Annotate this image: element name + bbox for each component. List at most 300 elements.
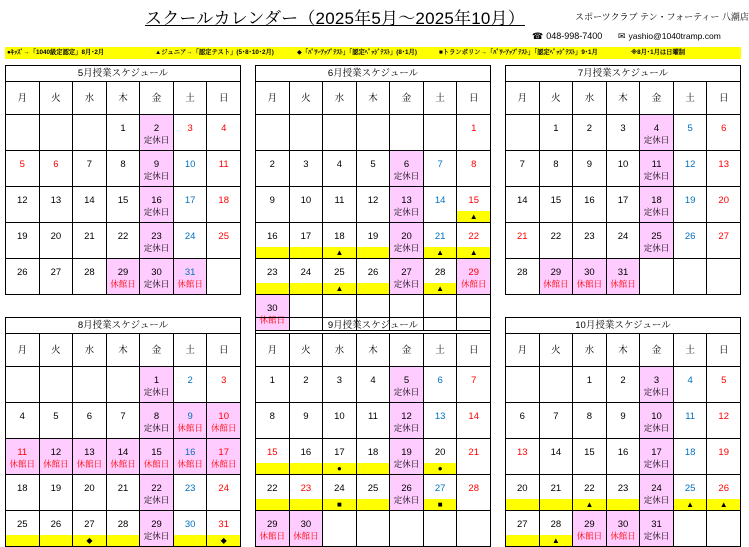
day-cell — [256, 187, 290, 223]
day-number: 2 — [153, 123, 160, 134]
day-number: 7 — [519, 159, 525, 170]
day-cell — [457, 187, 491, 223]
legend-item: ●ｷｯｽﾞ→「1040級定認定」8月･2月 — [7, 49, 105, 56]
day-number: 8 — [586, 411, 593, 422]
day-cell — [390, 115, 424, 151]
day-note: 休館日 — [9, 459, 36, 469]
day-cell — [674, 259, 708, 295]
day-cell — [140, 151, 174, 187]
day-cell — [457, 223, 491, 259]
day-note: 定休日 — [393, 279, 420, 289]
day-cell — [174, 403, 208, 439]
calendar-grid — [505, 82, 741, 295]
event-marker: ▲ — [424, 247, 457, 258]
day-number: 23 — [584, 231, 595, 242]
day-cell — [174, 223, 208, 259]
day-number: 24 — [334, 483, 345, 494]
day-number: 27 — [84, 519, 95, 530]
day-note: 定休日 — [643, 531, 670, 541]
weekday-header: 日 — [207, 82, 241, 115]
day-cell — [674, 115, 708, 151]
day-cell — [290, 187, 324, 223]
day-number: 15 — [266, 447, 278, 458]
day-number: 7 — [471, 375, 477, 386]
day-note: 休館日 — [76, 459, 103, 469]
event-marker: ▲ — [540, 535, 573, 546]
weekday-header: 月 — [506, 334, 540, 367]
month-calendar — [5, 65, 241, 295]
day-cell — [73, 151, 107, 187]
day-cell — [207, 259, 241, 295]
day-cell — [640, 187, 674, 223]
day-number: 12 — [367, 195, 379, 206]
day-number: 21 — [550, 483, 562, 494]
day-note: 休館日 — [576, 279, 603, 289]
day-number: 16 — [300, 447, 312, 458]
day-number: 5 — [403, 375, 410, 386]
day-cell — [290, 115, 324, 151]
month-calendar — [255, 65, 491, 331]
day-number: 27 — [50, 267, 62, 278]
day-cell — [6, 223, 40, 259]
day-cell — [424, 223, 458, 259]
weekday-header: 金 — [390, 82, 424, 115]
day-cell — [140, 367, 174, 403]
day-number: 1 — [471, 123, 477, 134]
day-cell — [290, 403, 324, 439]
calendar-grid — [255, 82, 491, 331]
calendar-grid — [255, 334, 491, 547]
day-number: 27 — [434, 483, 446, 494]
day-cell — [323, 403, 357, 439]
day-cell — [6, 151, 40, 187]
day-number: 30 — [151, 267, 162, 278]
day-number: 31 — [651, 519, 662, 530]
day-number: 26 — [401, 483, 412, 494]
event-marker — [357, 283, 390, 294]
day-number: 9 — [620, 411, 626, 422]
month-calendar — [505, 317, 741, 547]
weekday-header: 日 — [707, 82, 741, 115]
day-number: 1 — [553, 123, 559, 134]
day-cell — [290, 511, 324, 547]
day-number: 25 — [334, 267, 345, 278]
event-marker — [290, 499, 323, 510]
day-cell — [6, 115, 40, 151]
day-number: 25 — [218, 231, 229, 242]
weekday-header: 水 — [73, 82, 107, 115]
day-cell — [457, 151, 491, 187]
day-number: 13 — [434, 411, 446, 422]
day-note: 定休日 — [143, 171, 170, 181]
day-cell — [40, 151, 74, 187]
day-cell — [140, 511, 174, 547]
day-number: 8 — [153, 411, 160, 422]
event-marker — [357, 247, 390, 258]
day-number: 27 — [718, 231, 729, 242]
day-note: 休館日 — [576, 531, 603, 541]
day-number: 10 — [184, 159, 196, 170]
day-cell — [40, 187, 74, 223]
day-number: 3 — [620, 123, 626, 134]
event-marker: ▲ — [707, 499, 740, 510]
day-cell — [674, 439, 708, 475]
day-cell — [640, 223, 674, 259]
day-cell — [607, 151, 641, 187]
day-note: 定休日 — [143, 207, 170, 217]
day-cell — [357, 403, 391, 439]
day-number: 6 — [403, 159, 410, 170]
day-cell — [6, 367, 40, 403]
day-cell — [323, 223, 357, 259]
day-cell — [390, 511, 424, 547]
day-cell — [357, 259, 391, 295]
day-cell — [140, 259, 174, 295]
day-number: 4 — [336, 159, 343, 170]
day-note: 定休日 — [393, 207, 420, 217]
day-number: 22 — [117, 231, 129, 242]
weekday-header: 日 — [707, 334, 741, 367]
day-number: 9 — [586, 159, 593, 170]
legend-item: ※8月･1月は日曜制 — [631, 49, 686, 56]
event-marker: ▲ — [323, 247, 356, 258]
mail-icon: ✉ — [618, 31, 626, 41]
day-cell — [6, 187, 40, 223]
event-marker: ▲ — [674, 499, 707, 510]
weekday-header: 土 — [424, 82, 458, 115]
day-number: 1 — [586, 375, 593, 386]
day-cell — [357, 475, 391, 511]
day-number: 10 — [617, 159, 629, 170]
event-marker — [6, 535, 39, 546]
day-cell — [390, 475, 424, 511]
day-number: 14 — [550, 447, 562, 458]
day-number: 15 — [117, 195, 129, 206]
day-number: 9 — [269, 195, 275, 206]
day-cell — [207, 439, 241, 475]
day-number: 31 — [184, 267, 196, 278]
day-cell — [207, 151, 241, 187]
event-marker — [357, 499, 390, 510]
day-cell — [73, 223, 107, 259]
day-cell — [607, 367, 641, 403]
day-cell — [390, 367, 424, 403]
event-marker — [40, 535, 73, 546]
day-cell — [707, 439, 741, 475]
day-cell — [290, 223, 324, 259]
day-number: 3 — [653, 375, 660, 386]
day-cell — [207, 115, 241, 151]
day-number: 25 — [16, 519, 28, 530]
day-cell — [506, 115, 540, 151]
day-number: 2 — [303, 375, 309, 386]
day-cell — [674, 151, 708, 187]
day-number: 20 — [84, 483, 95, 494]
day-cell — [6, 475, 40, 511]
day-number: 20 — [401, 231, 412, 242]
day-cell — [323, 259, 357, 295]
day-cell — [73, 259, 107, 295]
day-cell — [424, 259, 458, 295]
day-cell — [256, 439, 290, 475]
day-cell — [290, 439, 324, 475]
day-number: 28 — [117, 519, 129, 530]
day-note: 定休日 — [643, 495, 670, 505]
day-cell — [357, 367, 391, 403]
day-cell — [290, 475, 324, 511]
day-cell — [40, 511, 74, 547]
day-cell — [573, 439, 607, 475]
weekday-header: 土 — [174, 334, 208, 367]
day-cell — [573, 259, 607, 295]
day-cell — [390, 187, 424, 223]
day-cell — [640, 151, 674, 187]
day-number: 26 — [50, 519, 62, 530]
day-cell — [424, 367, 458, 403]
event-marker: ▲ — [457, 247, 490, 258]
day-cell — [506, 439, 540, 475]
day-cell — [540, 511, 574, 547]
day-cell — [424, 439, 458, 475]
day-cell — [506, 223, 540, 259]
day-cell — [573, 403, 607, 439]
day-cell — [457, 439, 491, 475]
day-note: 定休日 — [143, 387, 170, 397]
day-number: 7 — [553, 411, 559, 422]
day-cell — [357, 115, 391, 151]
day-cell — [424, 187, 458, 223]
day-cell — [323, 511, 357, 547]
day-cell — [174, 439, 208, 475]
day-cell — [573, 187, 607, 223]
day-cell — [573, 151, 607, 187]
day-number: 18 — [367, 447, 379, 458]
month-title: 5月授業スケジュール — [5, 65, 241, 82]
day-note: 定休日 — [643, 459, 670, 469]
day-cell — [707, 367, 741, 403]
legend-item: ◆「ﾊﾟﾜｰｱｯﾌﾟﾃｽﾄ」「認定ﾍﾟｯｼﾞﾃｽﾄ」(8･1月) — [297, 49, 417, 56]
day-number: 14 — [516, 195, 528, 206]
day-cell — [707, 403, 741, 439]
day-note: 定休日 — [393, 459, 420, 469]
event-marker: ▲ — [457, 211, 490, 222]
day-number: 3 — [336, 375, 343, 386]
day-cell — [107, 223, 141, 259]
day-note: 休館日 — [110, 279, 136, 289]
day-number: 27 — [401, 267, 412, 278]
day-note: 定休日 — [393, 243, 420, 253]
day-cell — [40, 367, 74, 403]
day-cell — [607, 187, 641, 223]
day-cell — [424, 475, 458, 511]
weekday-header: 水 — [73, 334, 107, 367]
day-cell — [457, 259, 491, 295]
day-number: 14 — [468, 411, 479, 422]
day-number: 9 — [187, 411, 193, 422]
day-number: 1 — [153, 375, 160, 386]
day-cell — [256, 403, 290, 439]
day-number: 30 — [584, 267, 595, 278]
weekday-header: 木 — [107, 82, 141, 115]
day-cell — [707, 115, 741, 151]
event-marker — [506, 499, 539, 510]
day-cell — [73, 475, 107, 511]
day-cell — [256, 223, 290, 259]
day-number: 26 — [367, 267, 379, 278]
day-cell — [140, 475, 174, 511]
day-cell — [73, 403, 107, 439]
day-number: 15 — [151, 447, 162, 458]
day-cell — [357, 151, 391, 187]
day-cell — [540, 403, 574, 439]
weekday-header: 日 — [457, 82, 491, 115]
day-number: 4 — [687, 375, 693, 386]
day-number: 7 — [86, 159, 93, 170]
weekday-header: 火 — [290, 334, 324, 367]
day-number: 20 — [434, 447, 446, 458]
day-cell — [506, 151, 540, 187]
day-cell — [174, 367, 208, 403]
day-cell — [607, 403, 641, 439]
event-marker — [506, 535, 539, 546]
day-cell — [506, 403, 540, 439]
day-number: 6 — [86, 411, 93, 422]
day-number: 23 — [617, 483, 629, 494]
event-marker — [174, 535, 207, 546]
day-number: 5 — [53, 411, 59, 422]
day-number: 24 — [300, 267, 312, 278]
day-cell — [174, 151, 208, 187]
day-cell — [573, 223, 607, 259]
event-marker — [607, 499, 640, 510]
day-cell — [707, 151, 741, 187]
event-marker — [357, 463, 390, 474]
day-cell — [174, 511, 208, 547]
day-number: 10 — [300, 195, 312, 206]
day-number: 4 — [221, 123, 227, 134]
day-number: 16 — [184, 447, 196, 458]
day-note: 定休日 — [643, 423, 670, 433]
day-number: 29 — [117, 267, 129, 278]
day-number: 13 — [718, 159, 729, 170]
day-number: 16 — [584, 195, 595, 206]
day-number: 19 — [684, 195, 696, 206]
event-marker — [290, 463, 323, 474]
day-note: 定休日 — [143, 531, 170, 541]
day-note: 休館日 — [177, 279, 203, 289]
day-cell — [674, 475, 708, 511]
day-number: 30 — [617, 519, 629, 530]
day-note: 休館日 — [110, 459, 136, 469]
day-number: 2 — [187, 375, 193, 386]
day-cell — [607, 475, 641, 511]
day-cell — [174, 475, 208, 511]
day-number: 30 — [300, 519, 312, 530]
phone-info — [532, 31, 602, 42]
day-cell — [607, 511, 641, 547]
day-note: 定休日 — [143, 279, 170, 289]
day-cell — [256, 475, 290, 511]
day-cell — [540, 475, 574, 511]
day-number: 22 — [468, 231, 479, 242]
day-note: 休館日 — [177, 459, 203, 469]
day-cell — [674, 187, 708, 223]
day-cell — [640, 259, 674, 295]
day-number: 16 — [617, 447, 629, 458]
day-number: 26 — [718, 483, 729, 494]
day-number: 11 — [17, 447, 28, 458]
event-marker — [256, 463, 289, 474]
day-number: 18 — [334, 231, 345, 242]
day-number: 8 — [269, 411, 275, 422]
day-cell — [256, 367, 290, 403]
day-cell — [40, 115, 74, 151]
day-note: 定休日 — [393, 171, 420, 181]
day-number: 20 — [50, 231, 62, 242]
event-marker — [107, 535, 140, 546]
day-cell — [290, 151, 324, 187]
day-cell — [506, 511, 540, 547]
day-cell — [73, 367, 107, 403]
day-cell — [6, 259, 40, 295]
day-note: 休館日 — [143, 459, 170, 469]
day-cell — [607, 223, 641, 259]
event-marker: ▲ — [424, 283, 457, 294]
day-number: 21 — [468, 447, 479, 458]
weekday-header: 月 — [6, 334, 40, 367]
day-number: 28 — [516, 267, 528, 278]
day-note: 定休日 — [393, 423, 420, 433]
day-note: 定休日 — [143, 495, 170, 505]
day-number: 22 — [151, 483, 162, 494]
day-number: 26 — [684, 231, 696, 242]
day-number: 21 — [84, 231, 95, 242]
day-cell — [107, 475, 141, 511]
legend-bar — [5, 47, 741, 59]
weekday-header: 火 — [540, 82, 574, 115]
event-marker — [256, 283, 289, 294]
weekday-header: 木 — [607, 82, 641, 115]
day-cell — [107, 367, 141, 403]
day-cell — [357, 511, 391, 547]
day-number: 9 — [153, 159, 160, 170]
day-note: 定休日 — [643, 243, 670, 253]
weekday-header: 木 — [607, 334, 641, 367]
day-note: 定休日 — [643, 171, 670, 181]
day-cell — [73, 187, 107, 223]
day-cell — [107, 151, 141, 187]
weekday-header: 日 — [457, 334, 491, 367]
day-cell — [107, 187, 141, 223]
weekday-header: 水 — [323, 334, 357, 367]
day-number: 17 — [300, 231, 312, 242]
day-cell — [207, 223, 241, 259]
day-cell — [207, 187, 241, 223]
day-cell — [323, 475, 357, 511]
day-cell — [674, 511, 708, 547]
weekday-header: 木 — [357, 82, 391, 115]
day-number: 13 — [401, 195, 412, 206]
day-cell — [540, 367, 574, 403]
day-number: 24 — [617, 231, 629, 242]
event-marker: ● — [323, 463, 356, 474]
day-number: 24 — [651, 483, 662, 494]
day-note: 休館日 — [543, 279, 569, 289]
day-note: 定休日 — [143, 423, 170, 433]
day-number: 3 — [303, 159, 309, 170]
day-note: 休館日 — [610, 531, 636, 541]
day-number: 10 — [651, 411, 662, 422]
